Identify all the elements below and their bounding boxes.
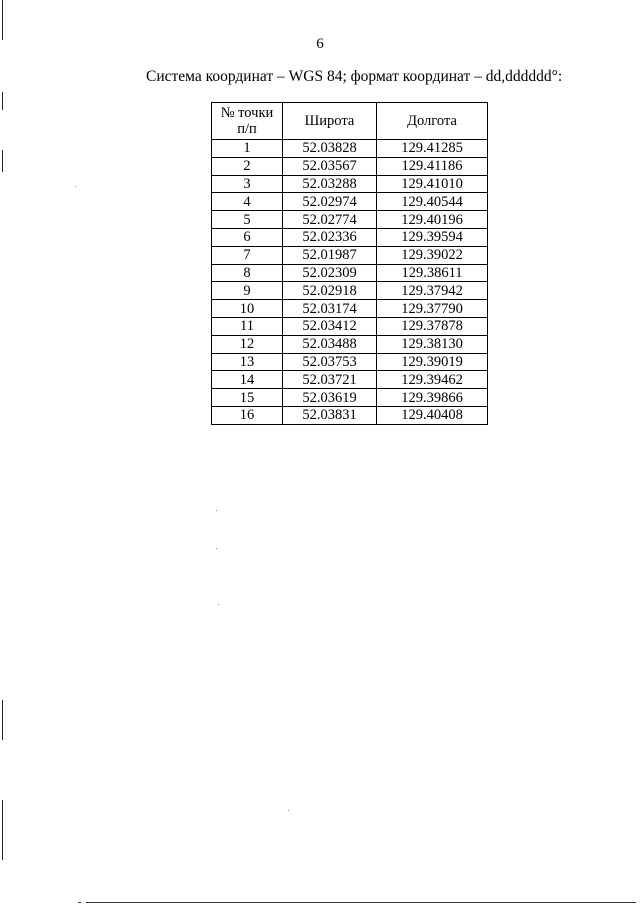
header-point-number [212, 103, 283, 140]
table-row [212, 175, 488, 193]
latitude-value: 52.01987 [283, 246, 377, 264]
scan-edge-mark [2, 700, 3, 740]
table-row [212, 282, 488, 300]
latitude-value: 52.02974 [283, 193, 377, 211]
page-number: 6 [316, 36, 324, 52]
longitude-value: 129.40544 [377, 193, 488, 211]
point-number: 10 [212, 300, 283, 318]
table-row [212, 193, 488, 211]
longitude-value: 129.39594 [377, 228, 488, 246]
latitude-value: 52.03619 [283, 389, 377, 407]
scan-speck [216, 548, 217, 549]
point-number: 14 [212, 371, 283, 389]
longitude-value: 129.37942 [377, 282, 488, 300]
latitude-value: 52.03721 [283, 371, 377, 389]
table-row [212, 264, 488, 282]
table-row [212, 371, 488, 389]
point-number: 16 [212, 406, 283, 424]
table-row [212, 228, 488, 246]
latitude-value: 52.03412 [283, 317, 377, 335]
point-number: 3 [212, 175, 283, 193]
longitude-value: 129.39462 [377, 371, 488, 389]
point-number: 5 [212, 211, 283, 229]
longitude-value: 129.40408 [377, 406, 488, 424]
table-row [212, 211, 488, 229]
latitude-value: 52.02336 [283, 228, 377, 246]
longitude-value: 129.38611 [377, 264, 488, 282]
point-number: 15 [212, 389, 283, 407]
point-number: 9 [212, 282, 283, 300]
latitude-value: 52.03753 [283, 353, 377, 371]
scan-edge-mark [2, 150, 3, 172]
table-row [212, 157, 488, 175]
table-row [212, 389, 488, 407]
scan-edge-mark [2, 0, 3, 40]
table-row [212, 140, 488, 158]
table-row [212, 353, 488, 371]
coordinates-table [211, 102, 488, 425]
longitude-value: 129.38130 [377, 335, 488, 353]
latitude-value: 52.03288 [283, 175, 377, 193]
longitude-value: 129.39022 [377, 246, 488, 264]
point-number: 6 [212, 228, 283, 246]
latitude-value: 52.03567 [283, 157, 377, 175]
longitude-value: 129.41285 [377, 140, 488, 158]
table-row [212, 317, 488, 335]
latitude-value: 52.02918 [283, 282, 377, 300]
longitude-value: 129.39866 [377, 389, 488, 407]
point-number: 7 [212, 246, 283, 264]
latitude-value: 52.03174 [283, 300, 377, 318]
point-number: 13 [212, 353, 283, 371]
table-row [212, 246, 488, 264]
longitude-value: 129.37878 [377, 317, 488, 335]
latitude-value: 52.02774 [283, 211, 377, 229]
scan-edge-mark [2, 800, 3, 860]
scan-speck [288, 810, 289, 811]
table-row [212, 406, 488, 424]
latitude-value: 52.03488 [283, 335, 377, 353]
latitude-value: 52.03828 [283, 140, 377, 158]
latitude-value: 52.02309 [283, 264, 377, 282]
scan-speck [216, 510, 217, 511]
point-number: 2 [212, 157, 283, 175]
scan-bottom-tick [78, 902, 81, 903]
longitude-value: 129.40196 [377, 211, 488, 229]
table-row [212, 335, 488, 353]
header-longitude: Долгота [377, 103, 488, 140]
header-point-number-label: № точки п/п [220, 105, 274, 137]
coordinate-system-caption: Система координат – WGS 84; формат координат – dd,dddddd°: [146, 68, 563, 85]
point-number: 8 [212, 264, 283, 282]
point-number: 4 [212, 193, 283, 211]
longitude-value: 129.41186 [377, 157, 488, 175]
latitude-value: 52.03831 [283, 406, 377, 424]
longitude-value: 129.39019 [377, 353, 488, 371]
table-row [212, 300, 488, 318]
point-number: 11 [212, 317, 283, 335]
longitude-value: 129.41010 [377, 175, 488, 193]
scan-speck [218, 604, 219, 605]
scan-edge-mark [2, 92, 3, 110]
scan-bottom-line [86, 902, 636, 903]
point-number: 12 [212, 335, 283, 353]
table-header-row [212, 103, 488, 140]
scan-speck [75, 186, 76, 187]
header-latitude: Широта [283, 103, 377, 140]
point-number: 1 [212, 140, 283, 158]
longitude-value: 129.37790 [377, 300, 488, 318]
